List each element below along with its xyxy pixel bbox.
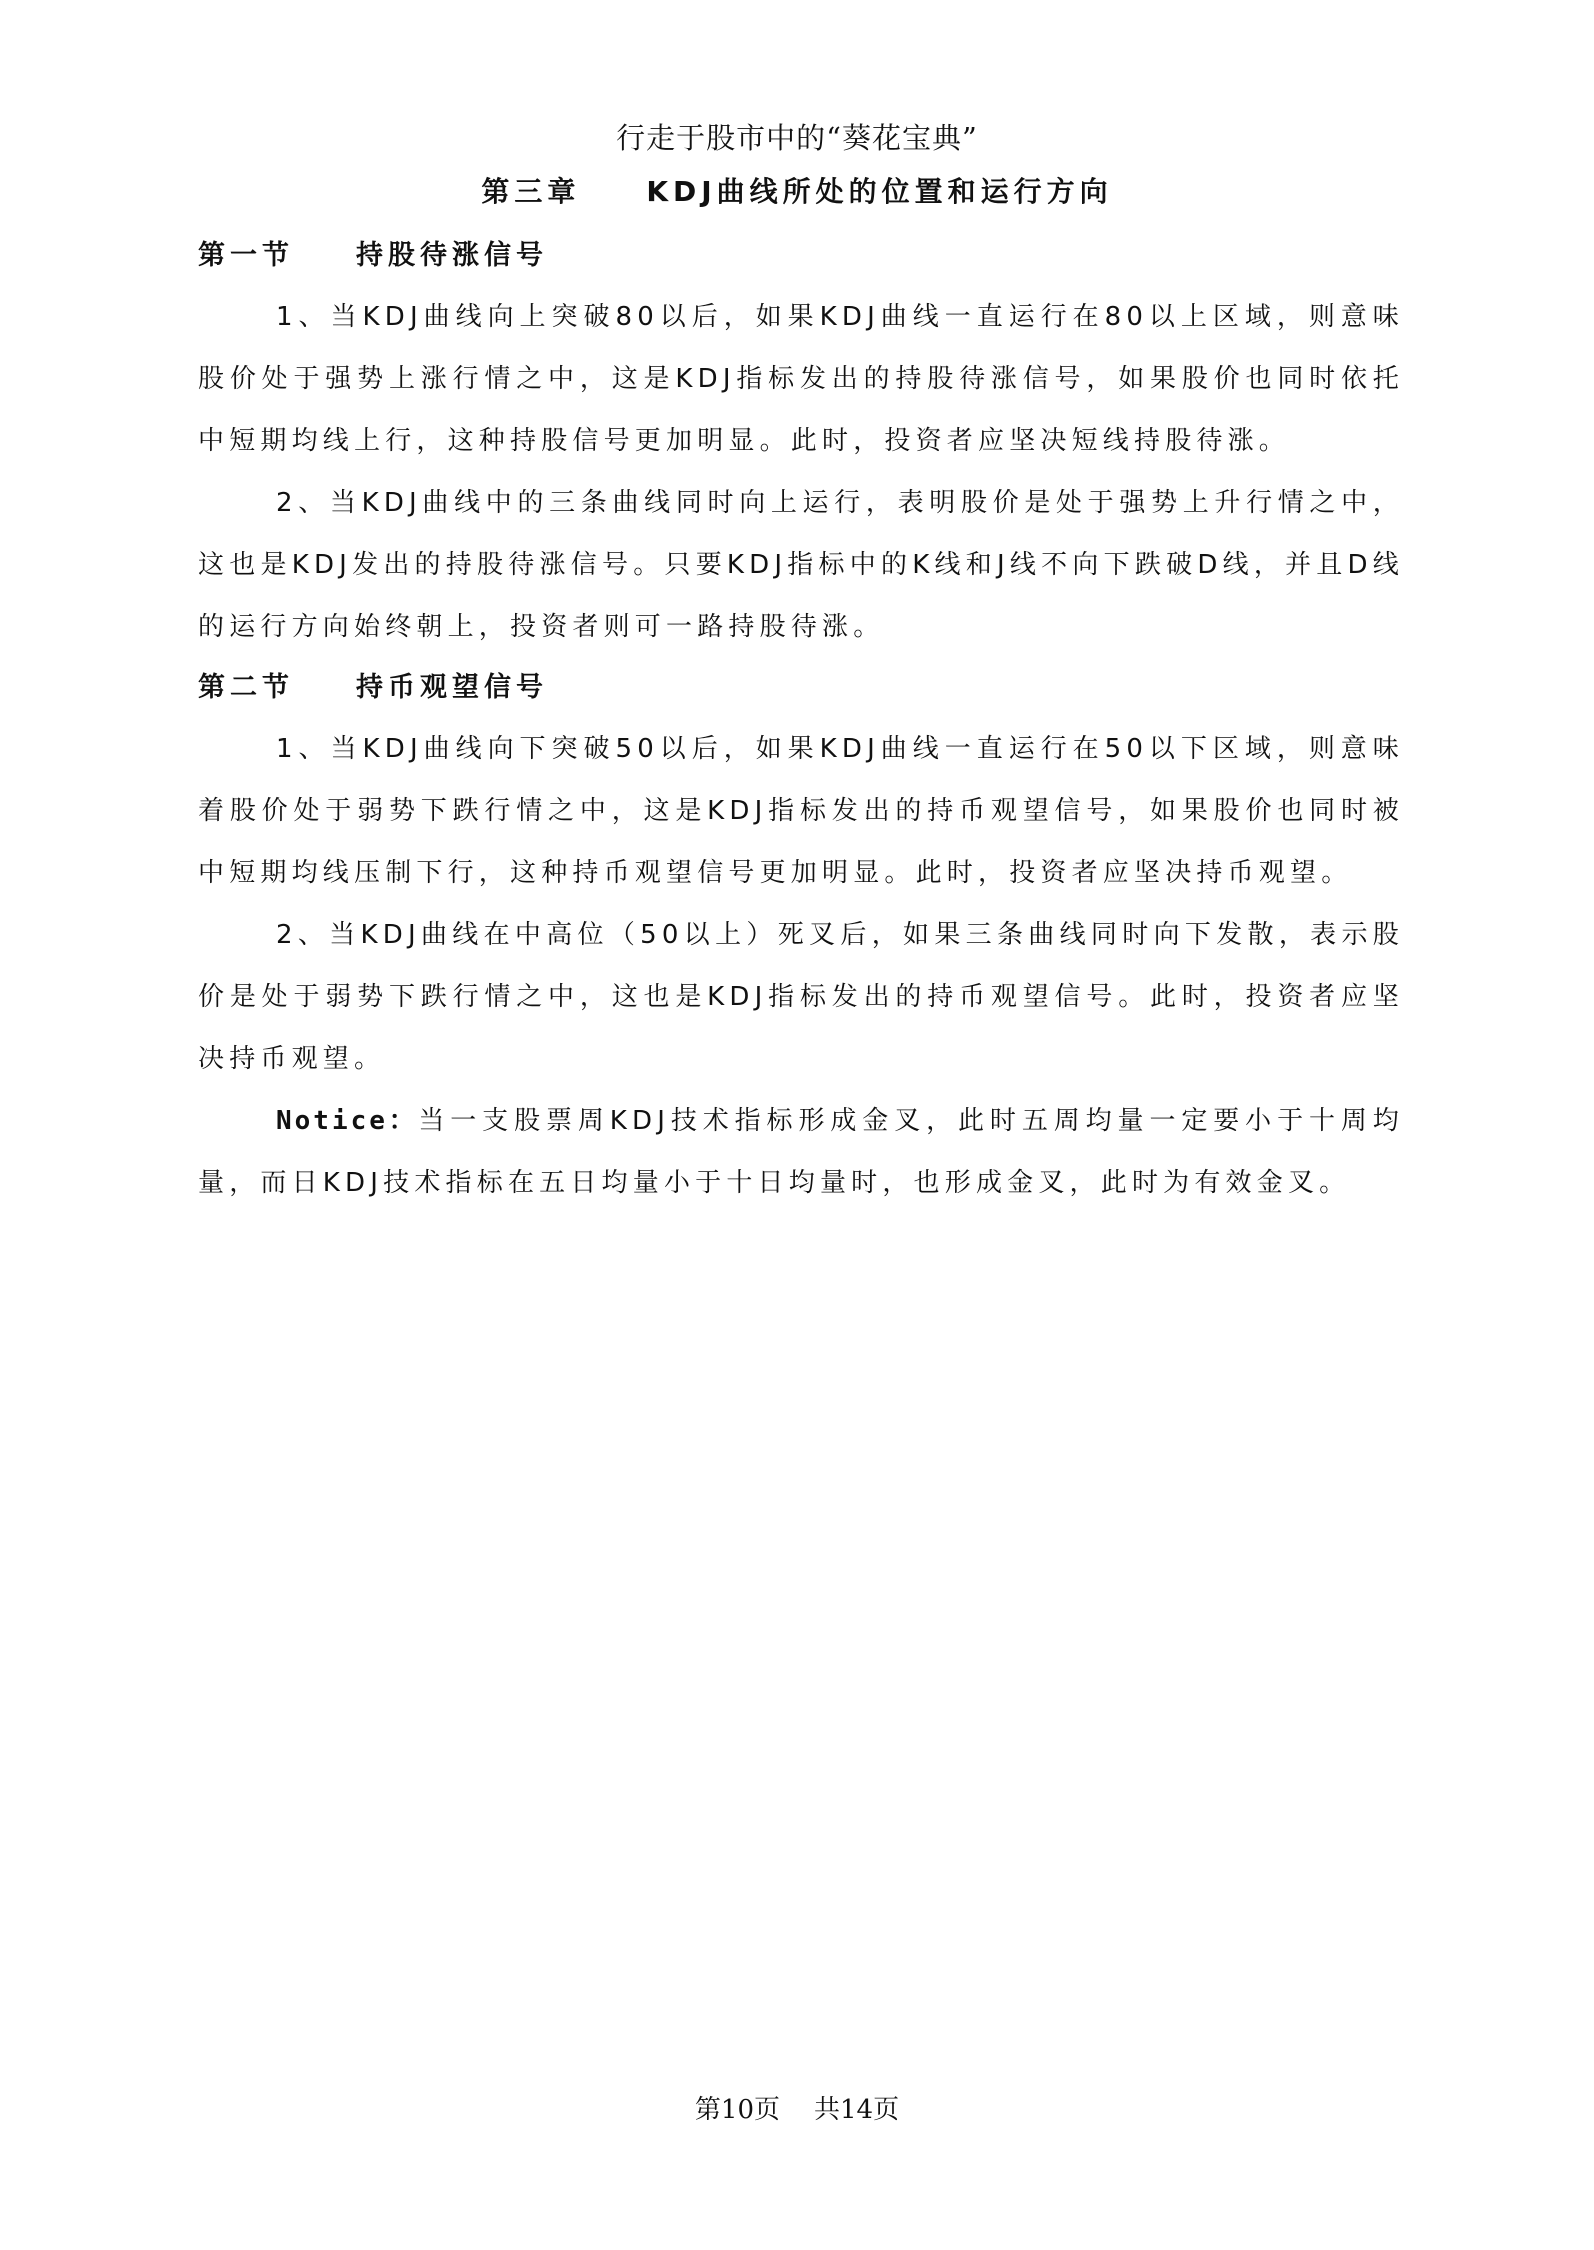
document-body	[198, 226, 1404, 1214]
chapter-number: 第三章	[481, 175, 581, 208]
notice-paragraph	[198, 1090, 1404, 1214]
notice-text: 当一支股票周KDJ技术指标形成金叉，此时五周均量一定要小于十周均量，而日KDJ技术指标在五日均量小于十日均量时，也形成金叉，此时为有效金叉。	[198, 1106, 1405, 1198]
page-number: 第10页	[694, 2095, 780, 2125]
page-total: 共14页	[814, 2095, 900, 2125]
paragraph: 1、当KDJ曲线向下突破50以后，如果KDJ曲线一直运行在50以下区域，则意味着股价处于弱势下跌行情之中，这是KDJ指标发出的持币观望信号，如果股价也同时被中短期均线压制下行，这种持币观望信号更加明显。此时，投资者应坚决持币观望。	[198, 734, 1404, 888]
section-title: 持币观望信号	[356, 672, 548, 703]
chapter-name: KDJ曲线所处的位置和运行方向	[646, 175, 1113, 208]
chapter-title	[0, 172, 1594, 212]
section-heading	[198, 226, 1404, 286]
running-title: 行走于股市中的“葵花宝典”	[616, 121, 978, 155]
paragraph: 1、当KDJ曲线向上突破80以后，如果KDJ曲线一直运行在80以上区域，则意味股价处于强势上涨行情之中，这是KDJ指标发出的持股待涨信号，如果股价也同时依托中短期均线上行，这种持股信号更加明显。此时，投资者应坚决短线持股待涨。	[198, 302, 1404, 456]
paragraph: 2、当KDJ曲线在中高位（50以上）死叉后，如果三条曲线同时向下发散，表示股价是处于弱势下跌行情之中，这也是KDJ指标发出的持币观望信号。此时，投资者应坚决持币观望。	[198, 920, 1404, 1074]
section-heading	[198, 658, 1404, 718]
section-title: 持股待涨信号	[356, 240, 548, 271]
notice-label: Notice：	[276, 1106, 419, 1136]
paragraph: 2、当KDJ曲线中的三条曲线同时向上运行，表明股价是处于强势上升行情之中，这也是KDJ发出的持股待涨信号。只要KDJ指标中的K线和J线不向下跌破D线，并且D线的运行方向始终朝上，投资者则可一路持股待涨。	[198, 488, 1404, 642]
section-number: 第二节	[198, 672, 294, 703]
section-number: 第一节	[198, 240, 294, 271]
page-footer	[0, 2090, 1594, 2130]
